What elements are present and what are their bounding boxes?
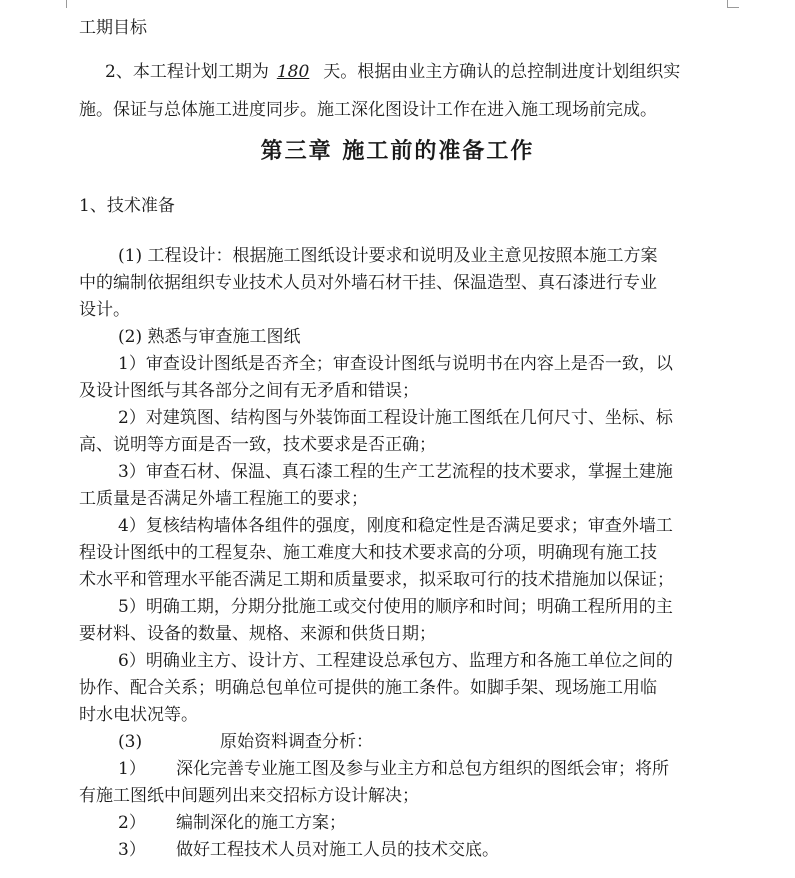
body-line: 1）审查设计图纸是否齐全；审查设计图纸与说明书在内容上是否一致，以 (118, 354, 673, 374)
schedule-prefix: 2、本工程计划工期为 (105, 62, 269, 82)
body-line: 4）复核结构墙体各组件的强度，刚度和稳定性是否满足要求；审查外墙工 (118, 516, 673, 536)
body-line: 程设计图纸中的工程复杂、施工难度大和技术要求高的分项，明确现有施工技 (79, 543, 657, 563)
body-line: 2）对建筑图、结构图与外装饰面工程设计施工图纸在几何尺寸、坐标、标 (118, 408, 673, 428)
body-line: 高、说明等方面是否一致，技术要求是否正确； (79, 435, 436, 455)
sub-item (118, 838, 499, 862)
crop-mark-right-h (727, 7, 739, 8)
body-line: 要材料、设备的数量、规格、来源和供货日期； (79, 624, 436, 644)
sub-item-number: 2） (118, 813, 146, 833)
sub-item-text: 深化完善专业施工图及参与业主方和总包方组织的图纸会审；将所 (176, 759, 669, 779)
sub-item-number: 3） (118, 840, 146, 860)
schedule-days: 180 (276, 62, 310, 82)
body-line: (1) 工程设计：根据施工图纸设计要求和说明及业主意见按照本施工方案 (118, 246, 658, 266)
crop-mark-left (66, 0, 67, 8)
chapter-title: 第三章 施工前的准备工作 (260, 138, 535, 164)
schedule-suffix: 天。根据由业主方确认的总控制进度计划组织实 (323, 62, 681, 82)
item3-number: (3) (118, 732, 143, 752)
body-line: 设计。 (79, 300, 130, 320)
sub-item-text: 做好工程技术人员对施工人员的技术交底。 (176, 840, 499, 860)
body-line: 中的编制依据组织专业技术人员对外墙石材干挂、保温造型、真石漆进行专业 (79, 273, 657, 293)
body-line: (2) 熟悉与审查施工图纸 (118, 327, 301, 347)
sub-item (118, 811, 346, 835)
body-line: 5）明确工期，分期分批施工或交付使用的顺序和时间；明确工程所用的主 (118, 597, 673, 617)
body-line: 及设计图纸与其各部分之间有无矛盾和错误； (79, 381, 419, 401)
body-line: 工质量是否满足外墙工程施工的要求； (79, 489, 368, 509)
paragraph-schedule-line1 (105, 60, 680, 84)
section-heading: 工期目标 (79, 18, 147, 38)
body-line: 术水平和管理水平能否满足工期和质量要求，拟采取可行的技术措施加以保证； (79, 570, 674, 590)
sub-item-number: 1） (118, 759, 146, 779)
body-line: 时水电状况等。 (79, 705, 198, 725)
body-line: 协作、配合关系；明确总包单位可提供的施工条件。如脚手架、现场施工用临 (79, 678, 657, 698)
item3-line (118, 730, 373, 754)
section-technical-prep: 1、技术准备 (79, 196, 175, 216)
body-line: 3）审查石材、保温、真石漆工程的生产工艺流程的技术要求，掌握土建施 (118, 462, 673, 482)
sub-item-text: 编制深化的施工方案； (176, 813, 346, 833)
item3-text: 原始资料调查分析： (220, 732, 373, 752)
body-line: 6）明确业主方、设计方、工程建设总承包方、监理方和各施工单位之间的 (118, 651, 673, 671)
paragraph-schedule-line2: 施。保证与总体施工进度同步。施工深化图设计工作在进入施工现场前完成。 (79, 100, 657, 120)
sub-item (118, 757, 669, 781)
sub-item-continuation: 有施工图纸中间题列出来交招标方设计解决； (79, 786, 419, 806)
